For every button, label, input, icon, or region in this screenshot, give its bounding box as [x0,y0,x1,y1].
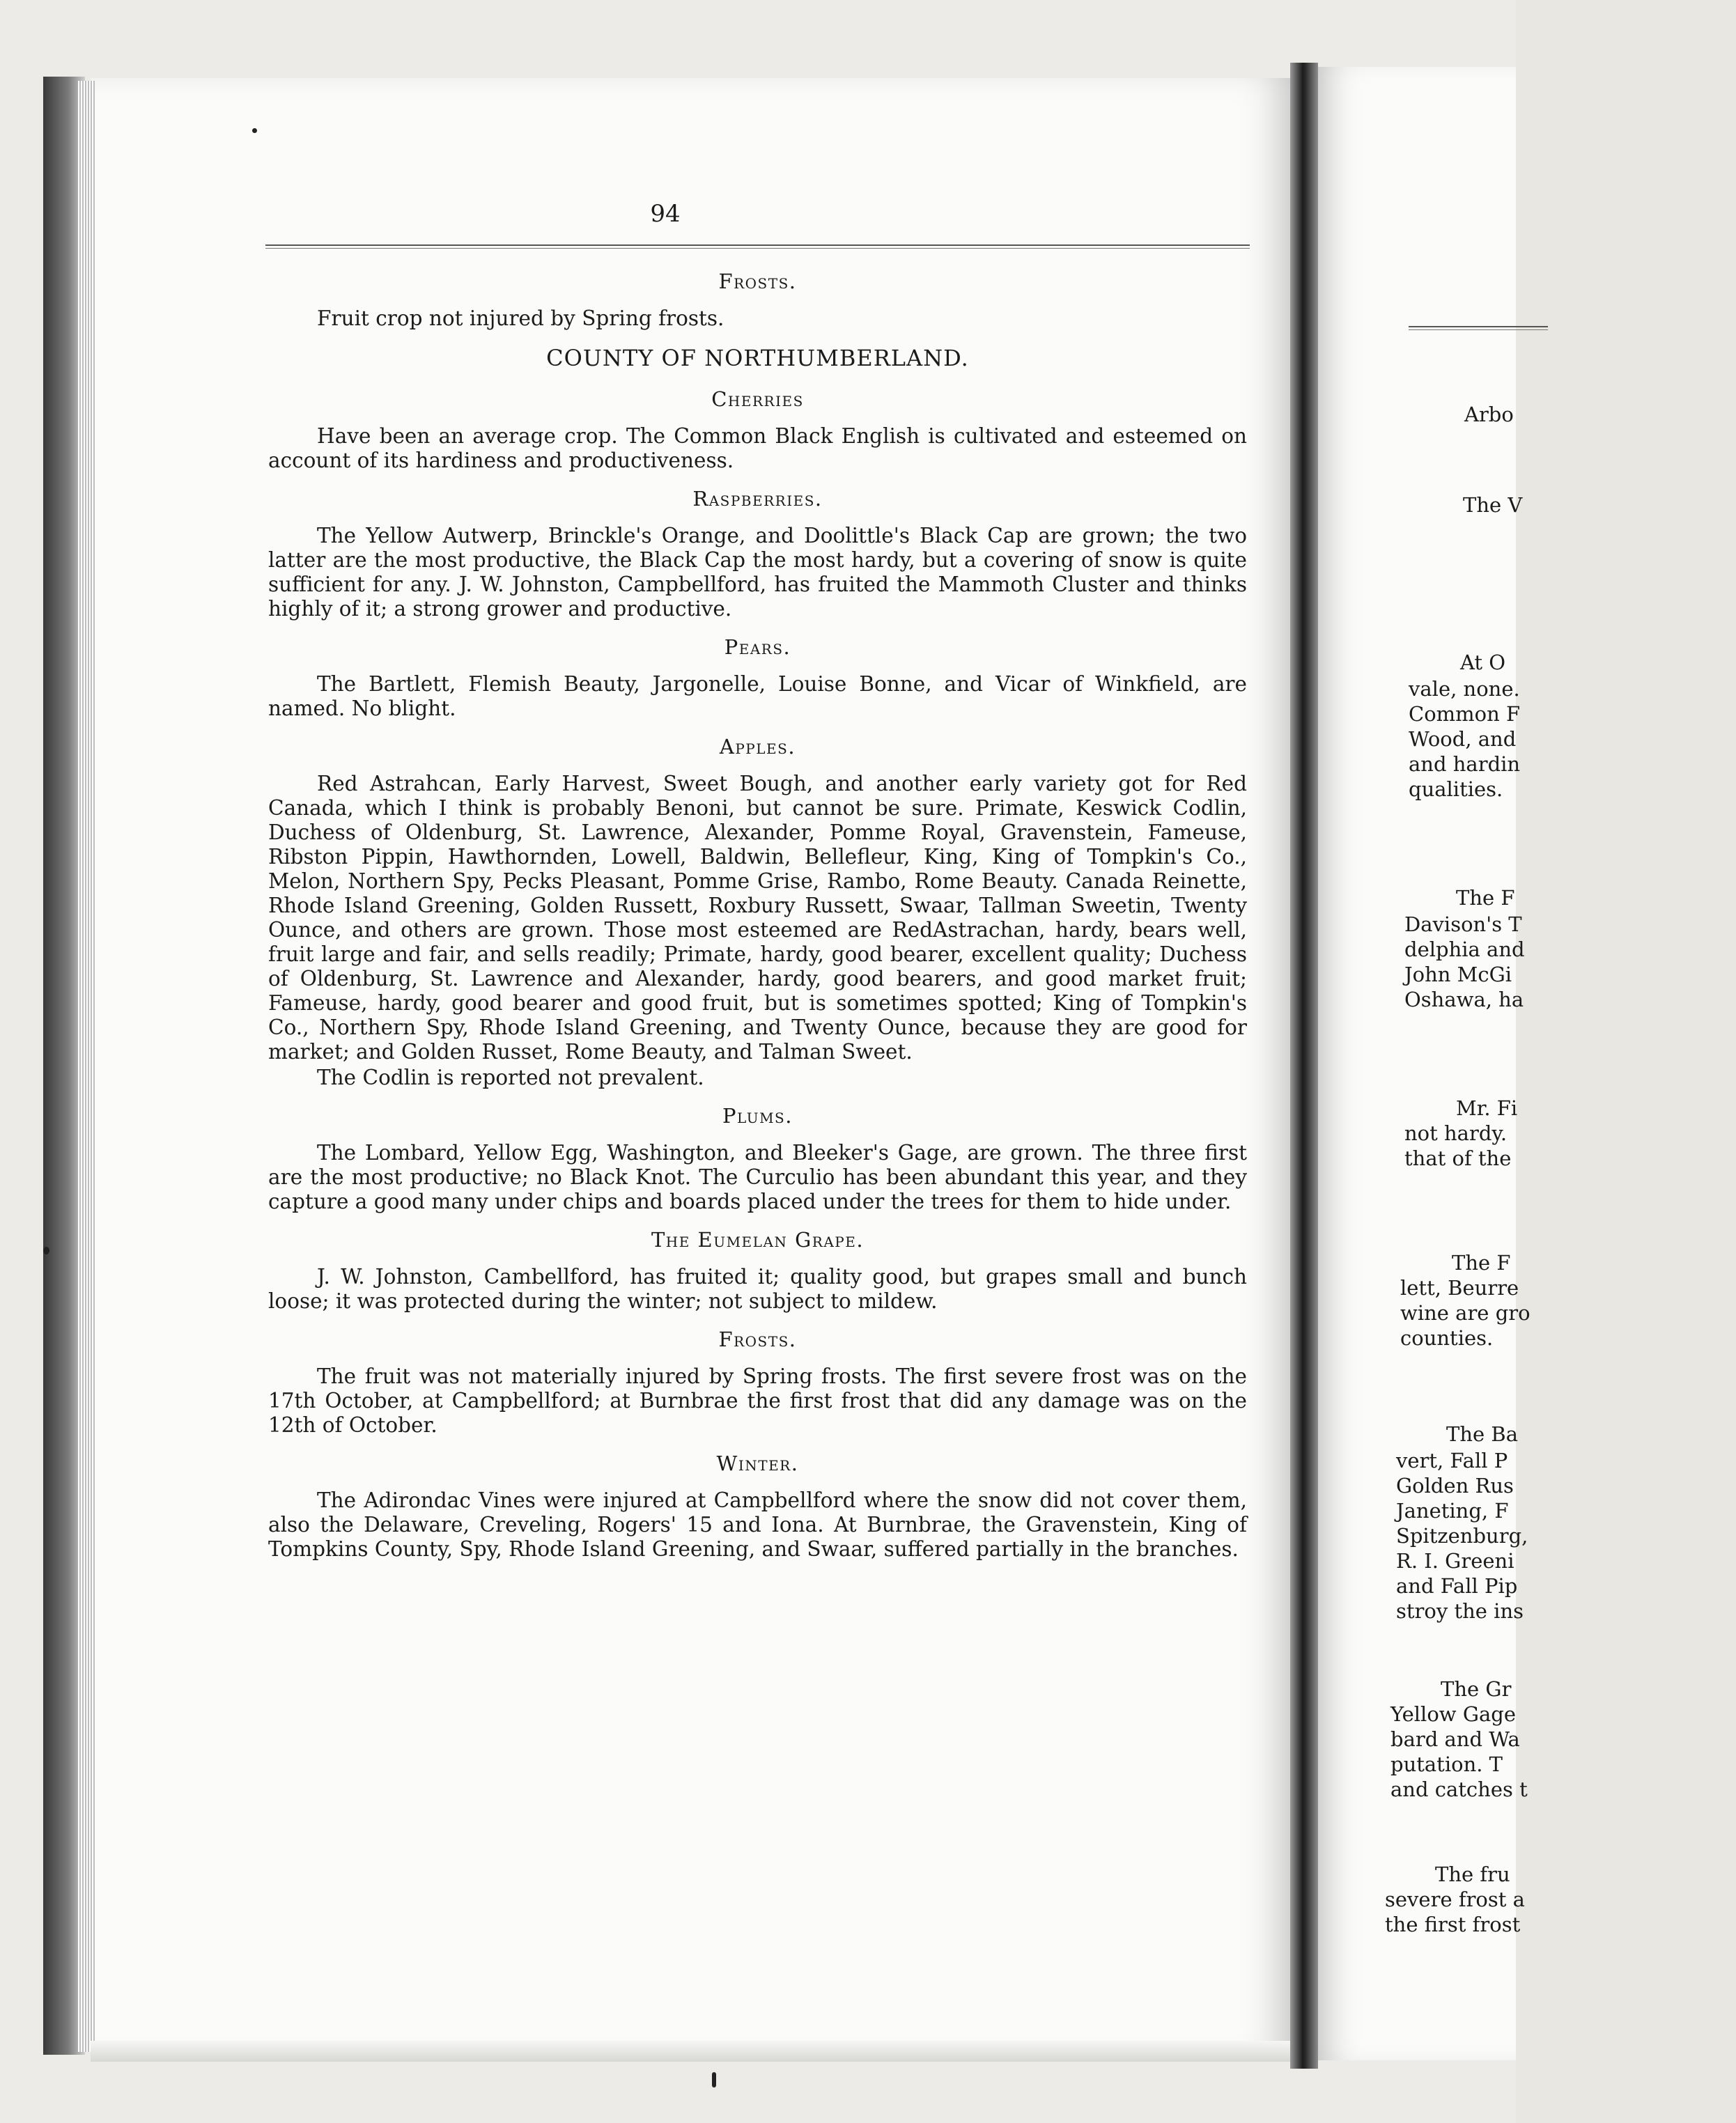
text-fragment: qualities. [1409,777,1503,801]
section-heading-frosts: Frosts. [718,1328,797,1351]
text-fragment: The fru [1435,1863,1510,1886]
paragraph: Fruit crop not injured by Spring frosts. [317,306,724,330]
page-stack-edges [78,81,95,2052]
left-page-content [268,202,1247,1562]
text-fragment: stroy the ins [1396,1599,1524,1623]
book-gutter [1290,63,1318,2069]
text-fragment: the first frost [1385,1913,1521,1936]
scan-speck [252,128,257,133]
section-heading-eumelan-grape: The Eumelan Grape. [651,1228,865,1252]
paragraph: The Bartlett, Flemish Beauty, Jargonelle, Louise Bonne, and Vicar of Winkfield, are named. No blight. [268,672,1247,720]
header-rule [265,244,1250,249]
right-page-content [1318,67,1736,2060]
paragraph: J. W. Johnston, Cambellford, has fruited it; quality good, but grapes small and bunch loose; it was protected during the winter; not subject to mildew. [268,1265,1247,1313]
paragraph: The fruit was not materially injured by Spring frosts. The first severe frost was on the 17th October, at Campbellford; at Burnbrae the first frost that did any damage was on the 12th of October. [268,1364,1247,1437]
text-fragment: and Fall Pip [1396,1574,1518,1598]
scan-speck [712,2072,716,2087]
text-fragment: Spitzenburg, [1396,1524,1528,1548]
text-fragment: Mr. Fi [1456,1096,1518,1120]
text-fragment: Oshawa, ha [1404,988,1524,1011]
text-fragment: vale, none. [1409,677,1520,701]
text-fragment: severe frost a [1385,1888,1525,1911]
text-fragment: The Ba [1446,1422,1519,1446]
section-heading-winter: Winter. [716,1452,799,1475]
text-fragment: wine are gro [1400,1301,1530,1325]
paragraph: The Yellow Autwerp, Brinckle's Orange, and Doolittle's Black Cap are grown; the two latter are the most productive, the Black Cap the most hardy, but a covering of snow is quite sufficient for any. J. W. Johnston, Campbellford, has fruited the Mammoth Cluster and thinks highly of it; a strong grower and productive. [268,524,1247,621]
text-fragment: putation. T [1390,1752,1503,1776]
section-heading-cherries: Cherries [711,387,804,411]
text-fragment: R. I. Greeni [1396,1549,1514,1573]
section-heading-pears: Pears. [724,635,791,659]
paragraph: Have been an average crop. The Common Black English is cultivated and esteemed on account of its hardiness and productiveness. [268,424,1247,472]
section-heading-raspberries: Raspberries. [692,487,823,511]
scan-speck [43,1247,49,1254]
paragraph: The Adirondac Vines were injured at Campbellford where the snow did not cover them, also the Delaware, Creveling, Rogers' 15 and Iona. At Burnbrae, the Gravenstein, King of Tompkins County, Spy, Rhode Island Greening, and Swaar, suffered partially in the branches. [268,1488,1247,1561]
text-fragment: delphia and [1404,938,1525,961]
paragraph: The Codlin is reported not prevalent. [317,1066,704,1089]
section-heading-frosts: Frosts. [718,270,797,293]
text-fragment: The V [1463,493,1523,517]
text-fragment: Wood, and [1409,727,1517,751]
paragraph: Red Astrahcan, Early Harvest, Sweet Bough, and another early variety got for Red Canada, which I think is probably Benoni, but cannot be sure. Primate, Keswick Codlin, Duchess of Oldenburg, St. Lawrence, Alexander, Pomme Royal, Gravenstein, Fameuse, Ribston Pippin, Hawthornden, Lowell, Baldwin, Bellefleur, King, King of Tompkin's Co., Melon, Northern Spy, Pecks Pleasant, Pomme Grise, Rambo, Rome Beauty. Canada Reinette, Rhode Island Greening, Golden Russett, Roxbury Russett, Swaar, Tallman Sweetin, Twenty Ounce, and others are grown. Those most esteemed are RedAstrachan, hardy, bears well, fruit large and fair, and sells readily; Primate, hardy, good bearer, excellent quality; Duchess of Oldenburg, St. Lawrence and Alexander, hardy, good bearers, and good market fruit; Fameuse, hardy, good bearer and good fruit, but is sometimes spotted; King of Tompkin's Co., Northern Spy, Rhode Island Greening, and Twenty Ounce, because they are good for market; and Golden Russet, Rome Beauty, and Talman Sweet. [268,772,1247,1064]
text-fragment: Common F [1409,702,1521,726]
text-fragment: not hardy. [1404,1121,1508,1145]
text-fragment: and catches t [1390,1778,1528,1801]
text-fragment: Yellow Gage [1390,1702,1517,1726]
text-fragment: The F [1452,1251,1511,1275]
text-fragment: vert, Fall P [1396,1449,1508,1472]
section-heading-plums: Plums. [722,1104,793,1128]
text-fragment: Arbo [1464,403,1514,426]
text-fragment: John McGi [1404,963,1512,986]
text-fragment: Golden Rus [1396,1474,1514,1498]
paragraph: The Lombard, Yellow Egg, Washington, and Bleeker's Gage, are grown. The three first are the most productive; no Black Knot. The Curculio has been abundant this year, and they capture a good many under chips and boards placed under the trees for them to hide under. [268,1141,1247,1213]
text-fragment: Davison's T [1404,912,1522,936]
text-fragment: Janeting, F [1396,1499,1509,1523]
text-fragment: bard and Wa [1390,1727,1520,1751]
text-fragment: counties. [1400,1326,1494,1350]
text-fragment: lett, Beurre [1400,1276,1519,1300]
county-title: COUNTY OF NORTHUMBERLAND. [546,345,969,371]
section-heading-apples: Apples. [719,735,796,759]
text-fragment: that of the [1404,1146,1512,1170]
text-fragment: At O [1460,651,1506,674]
text-fragment: The Gr [1441,1677,1512,1701]
right-page [1318,67,1530,2060]
page-number: 94 [650,200,681,228]
text-fragment: The F [1456,886,1515,910]
page-bottom-edge [91,2041,1290,2062]
text-fragment: and hardin [1409,752,1521,776]
